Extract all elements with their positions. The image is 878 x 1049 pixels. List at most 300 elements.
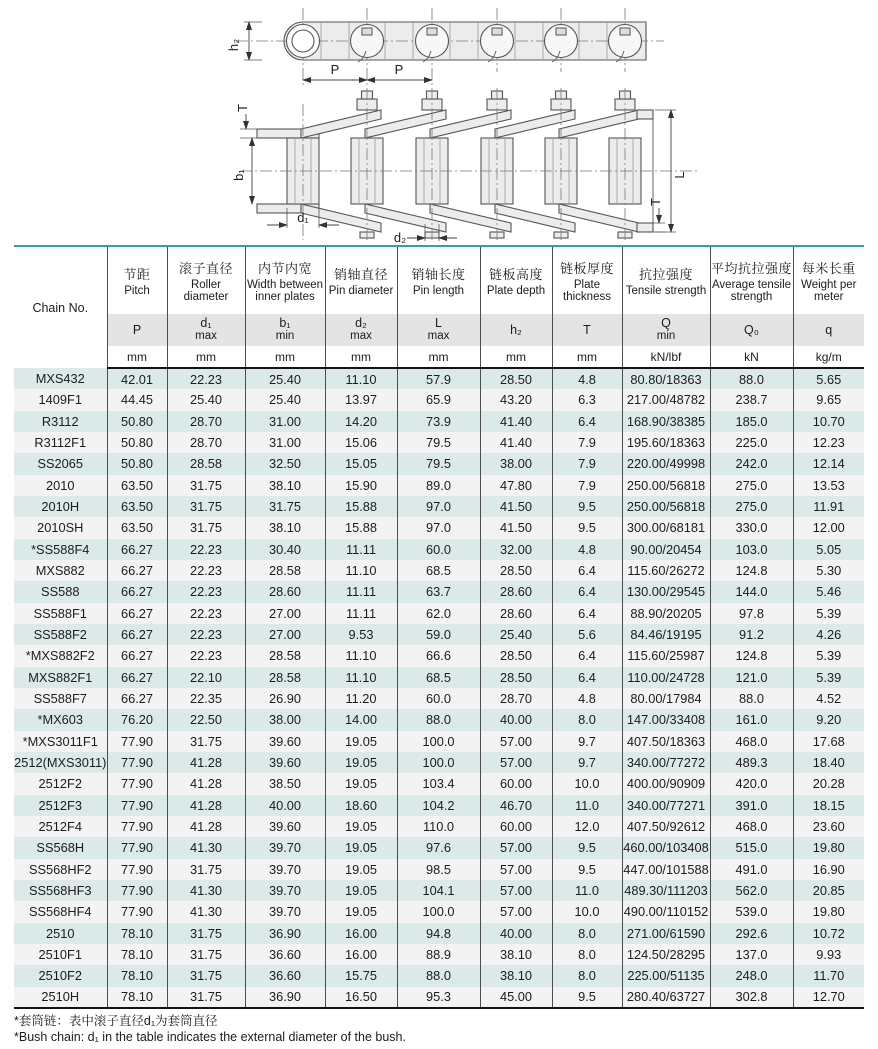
spec-cell: 38.00 xyxy=(245,709,325,730)
spec-cell: 447.00/101588 xyxy=(622,859,710,880)
spec-cell: 15.88 xyxy=(325,517,397,538)
spec-cell: 11.10 xyxy=(325,560,397,581)
spec-cell: 28.58 xyxy=(245,667,325,688)
spec-cell: 50.80 xyxy=(107,432,167,453)
spec-cell: 11.70 xyxy=(793,965,864,986)
spec-cell: 15.90 xyxy=(325,475,397,496)
spec-cell: 161.0 xyxy=(710,709,793,730)
spec-cell: 39.70 xyxy=(245,880,325,901)
spec-cell: 130.00/29545 xyxy=(622,581,710,602)
spec-cell: 8.0 xyxy=(552,944,622,965)
spec-cell: 124.8 xyxy=(710,560,793,581)
spec-cell: 248.0 xyxy=(710,965,793,986)
footnotes xyxy=(14,1013,406,1045)
spec-cell: 63.50 xyxy=(107,517,167,538)
spec-cell: 57.00 xyxy=(480,752,552,773)
spec-cell: 144.0 xyxy=(710,581,793,602)
table-row xyxy=(14,923,864,944)
spec-cell: 77.90 xyxy=(107,795,167,816)
spec-cell: 41.30 xyxy=(167,880,245,901)
spec-cell: 60.0 xyxy=(397,688,480,709)
table-row xyxy=(14,453,864,474)
unit-header-1: mm xyxy=(107,346,167,368)
chain-no-cell: R3112 xyxy=(14,411,107,432)
table-header xyxy=(14,246,864,368)
spec-cell: 38.10 xyxy=(245,475,325,496)
column-header-1: 节距 Pitch xyxy=(107,246,167,314)
spec-cell: 22.23 xyxy=(167,645,245,666)
spec-cell: 57.9 xyxy=(397,368,480,389)
symbol-header-8: Q min xyxy=(622,314,710,346)
spec-cell: 77.90 xyxy=(107,880,167,901)
spec-cell: 9.5 xyxy=(552,859,622,880)
chain-plan-view xyxy=(226,8,664,88)
symbol-header-7: T xyxy=(552,314,622,346)
spec-cell: 5.39 xyxy=(793,667,864,688)
table-row xyxy=(14,901,864,922)
table-row xyxy=(14,859,864,880)
spec-cell: 66.6 xyxy=(397,645,480,666)
spec-cell: 25.40 xyxy=(480,624,552,645)
spec-cell: 9.7 xyxy=(552,752,622,773)
table-row xyxy=(14,667,864,688)
spec-cell: 225.00/51135 xyxy=(622,965,710,986)
symbol-header-1: P xyxy=(107,314,167,346)
table-row xyxy=(14,539,864,560)
spec-cell: 407.50/92612 xyxy=(622,816,710,837)
spec-cell: 9.20 xyxy=(793,709,864,730)
chain-no-cell: 1409F1 xyxy=(14,389,107,410)
spec-cell: 18.40 xyxy=(793,752,864,773)
spec-cell: 19.05 xyxy=(325,837,397,858)
spec-cell: 9.65 xyxy=(793,389,864,410)
spec-cell: 32.00 xyxy=(480,539,552,560)
chain-no-cell: MXS882 xyxy=(14,560,107,581)
spec-cell: 36.60 xyxy=(245,944,325,965)
spec-cell: 195.60/18363 xyxy=(622,432,710,453)
spec-cell: 40.00 xyxy=(480,709,552,730)
spec-cell: 66.27 xyxy=(107,667,167,688)
chain-no-cell: 2512(MXS3011) xyxy=(14,752,107,773)
spec-cell: 121.0 xyxy=(710,667,793,688)
spec-cell: 31.75 xyxy=(167,475,245,496)
spec-cell: 100.0 xyxy=(397,752,480,773)
spec-cell: 31.75 xyxy=(167,496,245,517)
spec-cell: 11.11 xyxy=(325,581,397,602)
chain-no-cell: SS588F7 xyxy=(14,688,107,709)
spec-cell: 57.00 xyxy=(480,880,552,901)
spec-cell: 539.0 xyxy=(710,901,793,922)
spec-cell: 11.91 xyxy=(793,496,864,517)
footnote-cn: *套筒链：表中滚子直径d₁为套筒直径 xyxy=(14,1014,218,1028)
spec-cell: 15.75 xyxy=(325,965,397,986)
table-row xyxy=(14,965,864,986)
chain-no-cell: *SS588F4 xyxy=(14,539,107,560)
chain-no-cell: 2510F1 xyxy=(14,944,107,965)
spec-cell: 22.23 xyxy=(167,539,245,560)
unit-header-10: kg/m xyxy=(793,346,864,368)
spec-cell: 420.0 xyxy=(710,773,793,794)
spec-cell: 250.00/56818 xyxy=(622,496,710,517)
spec-cell: 11.0 xyxy=(552,880,622,901)
spec-cell: 60.0 xyxy=(397,539,480,560)
spec-cell: 5.46 xyxy=(793,581,864,602)
spec-cell: 225.0 xyxy=(710,432,793,453)
spec-cell: 6.4 xyxy=(552,411,622,432)
spec-cell: 11.20 xyxy=(325,688,397,709)
table-row xyxy=(14,624,864,645)
spec-cell: 391.0 xyxy=(710,795,793,816)
spec-cell: 50.80 xyxy=(107,411,167,432)
spec-cell: 41.30 xyxy=(167,837,245,858)
spec-cell: 19.05 xyxy=(325,816,397,837)
spec-cell: 217.00/48782 xyxy=(622,389,710,410)
spec-cell: 42.01 xyxy=(107,368,167,389)
spec-cell: 4.8 xyxy=(552,539,622,560)
spec-cell: 7.9 xyxy=(552,432,622,453)
spec-cell: 12.00 xyxy=(793,517,864,538)
spec-cell: 22.23 xyxy=(167,560,245,581)
spec-cell: 31.75 xyxy=(245,496,325,517)
spec-cell: 39.70 xyxy=(245,901,325,922)
spec-cell: 20.85 xyxy=(793,880,864,901)
spec-cell: 100.0 xyxy=(397,901,480,922)
unit-header-7: mm xyxy=(552,346,622,368)
spec-cell: 124.50/28295 xyxy=(622,944,710,965)
chain-no-cell: 2010SH xyxy=(14,517,107,538)
symbol-header-2: d₁ max xyxy=(167,314,245,346)
spec-cell: 5.65 xyxy=(793,368,864,389)
spec-cell: 10.0 xyxy=(552,773,622,794)
spec-cell: 31.75 xyxy=(167,923,245,944)
spec-cell: 36.90 xyxy=(245,923,325,944)
spec-cell: 78.10 xyxy=(107,944,167,965)
table-row xyxy=(14,752,864,773)
unit-header-6: mm xyxy=(480,346,552,368)
spec-cell: 19.80 xyxy=(793,901,864,922)
spec-cell: 250.00/56818 xyxy=(622,475,710,496)
spec-cell: 28.50 xyxy=(480,368,552,389)
spec-cell: 490.00/110152 xyxy=(622,901,710,922)
spec-cell: 68.5 xyxy=(397,667,480,688)
spec-cell: 19.05 xyxy=(325,773,397,794)
spec-cell: 57.00 xyxy=(480,859,552,880)
spec-cell: 88.9 xyxy=(397,944,480,965)
spec-cell: 88.0 xyxy=(710,368,793,389)
spec-cell: 66.27 xyxy=(107,581,167,602)
spec-cell: 15.05 xyxy=(325,453,397,474)
spec-cell: 300.00/68181 xyxy=(622,517,710,538)
spec-cell: 66.27 xyxy=(107,645,167,666)
spec-cell: 36.60 xyxy=(245,965,325,986)
spec-cell: 28.60 xyxy=(245,581,325,602)
spec-cell: 89.0 xyxy=(397,475,480,496)
spec-cell: 15.88 xyxy=(325,496,397,517)
chain-no-cell: 2010H xyxy=(14,496,107,517)
symbol-header-4: d₂ max xyxy=(325,314,397,346)
unit-header-5: mm xyxy=(397,346,480,368)
spec-cell: 10.0 xyxy=(552,901,622,922)
spec-cell: 25.40 xyxy=(167,389,245,410)
spec-cell: 17.68 xyxy=(793,731,864,752)
spec-cell: 468.0 xyxy=(710,731,793,752)
chain-no-cell: SS588 xyxy=(14,581,107,602)
spec-cell: 36.90 xyxy=(245,987,325,1008)
spec-cell: 8.0 xyxy=(552,965,622,986)
spec-cell: 5.30 xyxy=(793,560,864,581)
unit-header-3: mm xyxy=(245,346,325,368)
table-row xyxy=(14,389,864,410)
chain-technical-drawing xyxy=(0,0,878,245)
table-row xyxy=(14,645,864,666)
footnote-en: *Bush chain: d₁ in the table indicates the external diameter of the bush. xyxy=(14,1030,406,1044)
chain-no-cell: 2510H xyxy=(14,987,107,1008)
spec-cell: 489.30/111203 xyxy=(622,880,710,901)
column-header-10: 每米长重 Weight per meter xyxy=(793,246,864,314)
spec-cell: 41.28 xyxy=(167,816,245,837)
symbol-header-10: q xyxy=(793,314,864,346)
spec-cell: 88.90/20205 xyxy=(622,603,710,624)
column-header-5: 销轴长度 Pin length xyxy=(397,246,480,314)
spec-cell: 77.90 xyxy=(107,816,167,837)
dim-label-d1: d₁ xyxy=(297,210,309,225)
spec-cell: 95.3 xyxy=(397,987,480,1008)
spec-cell: 28.70 xyxy=(480,688,552,709)
spec-cell: 78.10 xyxy=(107,987,167,1008)
spec-cell: 31.75 xyxy=(167,859,245,880)
spec-cell: 340.00/77271 xyxy=(622,795,710,816)
spec-cell: 9.5 xyxy=(552,837,622,858)
spec-cell: 63.50 xyxy=(107,475,167,496)
chain-no-cell: SS588F1 xyxy=(14,603,107,624)
chain-no-cell: *MXS882F2 xyxy=(14,645,107,666)
spec-cell: 407.50/18363 xyxy=(622,731,710,752)
spec-cell: 115.60/25987 xyxy=(622,645,710,666)
spec-cell: 103.4 xyxy=(397,773,480,794)
spec-cell: 104.2 xyxy=(397,795,480,816)
spec-cell: 79.5 xyxy=(397,432,480,453)
spec-cell: 22.23 xyxy=(167,603,245,624)
spec-cell: 41.40 xyxy=(480,411,552,432)
dim-label-b1: b₁ xyxy=(231,169,246,181)
spec-cell: 5.05 xyxy=(793,539,864,560)
spec-cell: 124.8 xyxy=(710,645,793,666)
table-row xyxy=(14,773,864,794)
spec-cell: 39.70 xyxy=(245,859,325,880)
dim-label-p2: P xyxy=(394,62,404,77)
spec-cell: 57.00 xyxy=(480,837,552,858)
spec-cell: 50.80 xyxy=(107,453,167,474)
spec-cell: 22.10 xyxy=(167,667,245,688)
column-header-2: 滚子直径 Roller diameter xyxy=(167,246,245,314)
spec-cell: 97.0 xyxy=(397,517,480,538)
symbol-header-9: Q₀ xyxy=(710,314,793,346)
spec-cell: 100.0 xyxy=(397,731,480,752)
spec-cell: 57.00 xyxy=(480,901,552,922)
spec-cell: 12.70 xyxy=(793,987,864,1008)
spec-cell: 25.40 xyxy=(245,389,325,410)
spec-cell: 28.58 xyxy=(245,645,325,666)
spec-cell: 330.0 xyxy=(710,517,793,538)
spec-cell: 6.4 xyxy=(552,581,622,602)
spec-cell: 5.39 xyxy=(793,603,864,624)
column-header-4: 销轴直径 Pin diameter xyxy=(325,246,397,314)
spec-cell: 104.1 xyxy=(397,880,480,901)
spec-cell: 77.90 xyxy=(107,901,167,922)
chain-spec-table xyxy=(14,245,864,1009)
spec-cell: 11.11 xyxy=(325,603,397,624)
chain-no-cell: 2010 xyxy=(14,475,107,496)
spec-cell: 43.20 xyxy=(480,389,552,410)
spec-cell: 12.23 xyxy=(793,432,864,453)
spec-cell: 12.14 xyxy=(793,453,864,474)
spec-cell: 73.9 xyxy=(397,411,480,432)
spec-cell: 8.0 xyxy=(552,709,622,730)
spec-cell: 77.90 xyxy=(107,837,167,858)
spec-cell: 168.90/38385 xyxy=(622,411,710,432)
spec-cell: 9.53 xyxy=(325,624,397,645)
dim-label-l: L xyxy=(672,171,687,179)
spec-cell: 302.8 xyxy=(710,987,793,1008)
spec-cell: 19.05 xyxy=(325,752,397,773)
table-row xyxy=(14,816,864,837)
spec-cell: 6.4 xyxy=(552,645,622,666)
spec-cell: 79.5 xyxy=(397,453,480,474)
spec-cell: 19.05 xyxy=(325,859,397,880)
chain-no-cell: 2512F4 xyxy=(14,816,107,837)
spec-cell: 275.0 xyxy=(710,475,793,496)
spec-cell: 41.30 xyxy=(167,901,245,922)
spec-cell: 238.7 xyxy=(710,389,793,410)
spec-cell: 22.35 xyxy=(167,688,245,709)
spec-cell: 20.28 xyxy=(793,773,864,794)
spec-cell: 185.0 xyxy=(710,411,793,432)
spec-cell: 31.75 xyxy=(167,731,245,752)
spec-cell: 31.00 xyxy=(245,411,325,432)
spec-cell: 115.60/26272 xyxy=(622,560,710,581)
spec-cell: 11.0 xyxy=(552,795,622,816)
spec-cell: 41.28 xyxy=(167,773,245,794)
symbol-header-6: h₂ xyxy=(480,314,552,346)
spec-cell: 292.6 xyxy=(710,923,793,944)
spec-cell: 18.15 xyxy=(793,795,864,816)
spec-cell: 22.23 xyxy=(167,581,245,602)
spec-cell: 103.0 xyxy=(710,539,793,560)
spec-cell: 7.9 xyxy=(552,453,622,474)
dim-label-h2: h₂ xyxy=(226,38,241,52)
spec-cell: 78.10 xyxy=(107,923,167,944)
spec-cell: 19.80 xyxy=(793,837,864,858)
table-row xyxy=(14,880,864,901)
chain-no-cell: SS568HF4 xyxy=(14,901,107,922)
spec-cell: 28.70 xyxy=(167,411,245,432)
spec-cell: 6.4 xyxy=(552,560,622,581)
table-row xyxy=(14,496,864,517)
table-row xyxy=(14,837,864,858)
table-row xyxy=(14,987,864,1008)
spec-cell: 32.50 xyxy=(245,453,325,474)
chain-no-cell: SS2065 xyxy=(14,453,107,474)
unit-header-8: kN/lbf xyxy=(622,346,710,368)
spec-cell: 11.10 xyxy=(325,645,397,666)
spec-cell: 340.00/77272 xyxy=(622,752,710,773)
table-row xyxy=(14,517,864,538)
spec-cell: 28.70 xyxy=(167,432,245,453)
spec-cell: 13.53 xyxy=(793,475,864,496)
spec-cell: 40.00 xyxy=(245,795,325,816)
unit-header-4: mm xyxy=(325,346,397,368)
spec-cell: 88.0 xyxy=(397,709,480,730)
spec-cell: 31.75 xyxy=(167,944,245,965)
spec-cell: 11.11 xyxy=(325,539,397,560)
spec-cell: 80.80/18363 xyxy=(622,368,710,389)
symbol-header-3: b₁ min xyxy=(245,314,325,346)
spec-cell: 62.0 xyxy=(397,603,480,624)
spec-cell: 41.50 xyxy=(480,496,552,517)
spec-cell: 45.00 xyxy=(480,987,552,1008)
spec-cell: 16.00 xyxy=(325,944,397,965)
spec-cell: 88.0 xyxy=(710,688,793,709)
spec-cell: 28.60 xyxy=(480,603,552,624)
dim-label-d2: d₂ xyxy=(393,230,407,245)
table-row xyxy=(14,731,864,752)
spec-cell: 16.00 xyxy=(325,923,397,944)
spec-cell: 6.4 xyxy=(552,667,622,688)
chain-no-cell: SS568HF2 xyxy=(14,859,107,880)
chain-no-cell: 2510F2 xyxy=(14,965,107,986)
spec-cell: 275.0 xyxy=(710,496,793,517)
spec-cell: 110.00/24728 xyxy=(622,667,710,688)
spec-cell: 9.93 xyxy=(793,944,864,965)
spec-cell: 41.40 xyxy=(480,432,552,453)
spec-cell: 220.00/49998 xyxy=(622,453,710,474)
chain-no-cell: 2510 xyxy=(14,923,107,944)
spec-cell: 30.40 xyxy=(245,539,325,560)
chain-no-cell: 2512F3 xyxy=(14,795,107,816)
spec-cell: 63.50 xyxy=(107,496,167,517)
spec-cell: 63.7 xyxy=(397,581,480,602)
spec-cell: 77.90 xyxy=(107,752,167,773)
spec-cell: 38.10 xyxy=(480,944,552,965)
spec-cell: 97.6 xyxy=(397,837,480,858)
table-body xyxy=(14,368,864,1008)
spec-cell: 31.00 xyxy=(245,432,325,453)
spec-cell: 66.27 xyxy=(107,560,167,581)
spec-cell: 60.00 xyxy=(480,816,552,837)
spec-cell: 84.46/19195 xyxy=(622,624,710,645)
spec-cell: 8.0 xyxy=(552,923,622,944)
spec-cell: 4.52 xyxy=(793,688,864,709)
spec-cell: 40.00 xyxy=(480,923,552,944)
spec-cell: 46.70 xyxy=(480,795,552,816)
spec-cell: 31.75 xyxy=(167,517,245,538)
column-header-3: 内节内宽 Width between inner plates xyxy=(245,246,325,314)
spec-cell: 4.26 xyxy=(793,624,864,645)
spec-cell: 66.27 xyxy=(107,539,167,560)
spec-cell: 22.50 xyxy=(167,709,245,730)
spec-cell: 25.40 xyxy=(245,368,325,389)
spec-cell: 98.5 xyxy=(397,859,480,880)
spec-cell: 76.20 xyxy=(107,709,167,730)
spec-cell: 242.0 xyxy=(710,453,793,474)
spec-cell: 47.80 xyxy=(480,475,552,496)
spec-cell: 13.97 xyxy=(325,389,397,410)
spec-cell: 14.20 xyxy=(325,411,397,432)
spec-cell: 77.90 xyxy=(107,773,167,794)
spec-cell: 19.05 xyxy=(325,901,397,922)
spec-cell: 59.0 xyxy=(397,624,480,645)
column-header-chain-no: Chain No. xyxy=(14,246,107,368)
